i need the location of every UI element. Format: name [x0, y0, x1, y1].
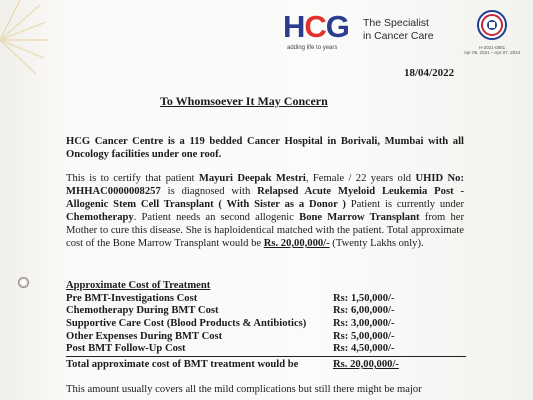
- body-text-5: . Patient needs an second allogenic: [133, 212, 300, 223]
- tagline-line-1: The Specialist: [363, 17, 429, 29]
- body-text-3: is diagnosed with: [160, 186, 258, 197]
- cost-amount: Rs: 4,50,000/-: [333, 343, 395, 354]
- hcg-logo-mark: HCG: [283, 9, 349, 44]
- corner-stamp-rays: [0, 0, 60, 80]
- logo-tagline: adding life to years: [287, 45, 338, 51]
- letter-heading: To Whomsoever It May Concern: [160, 94, 328, 108]
- certification-paragraph: [66, 172, 464, 250]
- specialist-tagline: [363, 17, 434, 43]
- cost-amount: Rs: 1,50,000/-: [333, 293, 395, 304]
- procedure: Bone Marrow Transplant: [299, 212, 420, 223]
- cost-label: Post BMT Follow-Up Cost: [66, 343, 186, 354]
- letter-date: 18/04/2022: [404, 67, 455, 79]
- cost-table-title: Approximate Cost of Treatment: [66, 280, 211, 291]
- diagnosis: Relapsed Acute Myeloid Leukemia Post - Allogenic Stem Cell Transplant ( With Sister as a Donor ): [66, 186, 465, 210]
- intro-paragraph: HCG Cancer Centre is a 119 bedded Cancer Hospital in Borivali, Mumbai with all Oncology facilities under one roof.: [66, 136, 464, 160]
- body-text-4: Patient is currently under: [345, 199, 464, 210]
- seal-caption-line-1: H-2021-0881: [478, 45, 506, 50]
- cost-row: [66, 331, 466, 343]
- cost-row: [66, 343, 466, 355]
- closing-paragraph: This amount usually covers all the mild complications but still there might be major: [66, 384, 422, 395]
- cost-amount: Rs: 5,00,000/-: [333, 331, 395, 342]
- cost-label: Pre BMT-Investigations Cost: [66, 293, 198, 304]
- tagline-line-2: in Cancer Care: [363, 30, 434, 42]
- cost-label: Other Expenses During BMT Cost: [66, 331, 223, 342]
- punch-hole: [18, 277, 29, 288]
- body-text-6: from her Mother to cure this disease. She is haploidentical matched with the patient. Total approximate cost of the Bone Marrow Transplant would be: [66, 212, 464, 249]
- total-amount: Rs. 20,00,000/-: [333, 359, 399, 370]
- total-amount-inline: Rs. 20,00,000/-: [263, 238, 330, 249]
- cost-amount: Rs: 3,00,000/-: [333, 318, 395, 329]
- cost-row: [66, 318, 466, 330]
- treatment: Chemotherapy: [66, 212, 134, 223]
- accreditation-seal-icon: [470, 10, 514, 40]
- uhid-number: UHID No: MHHAC0000008257: [66, 173, 464, 197]
- total-label: Total approximate cost of BMT treatment would be: [66, 359, 299, 370]
- patient-name: Mayuri Deepak Mestri: [198, 173, 306, 184]
- cost-label: Supportive Care Cost (Blood Products & Antibiotics): [66, 318, 307, 329]
- body-text-2: , Female / 22 years old: [305, 173, 416, 184]
- seal-caption: [452, 45, 532, 55]
- cost-total-row: [66, 356, 466, 370]
- seal-caption-line-2: Apr 06, 2021 – Apr 07, 2024: [463, 50, 521, 55]
- hcg-logo: [283, 11, 358, 55]
- cost-row: [66, 305, 466, 317]
- body-text-1: This is to certify that patient: [66, 173, 199, 184]
- body-text-7: (Twenty Lakhs only).: [329, 238, 424, 249]
- cost-row: [66, 293, 466, 305]
- cost-amount: Rs: 6,00,000/-: [333, 305, 395, 316]
- cost-label: Chemotherapy During BMT Cost: [66, 305, 219, 316]
